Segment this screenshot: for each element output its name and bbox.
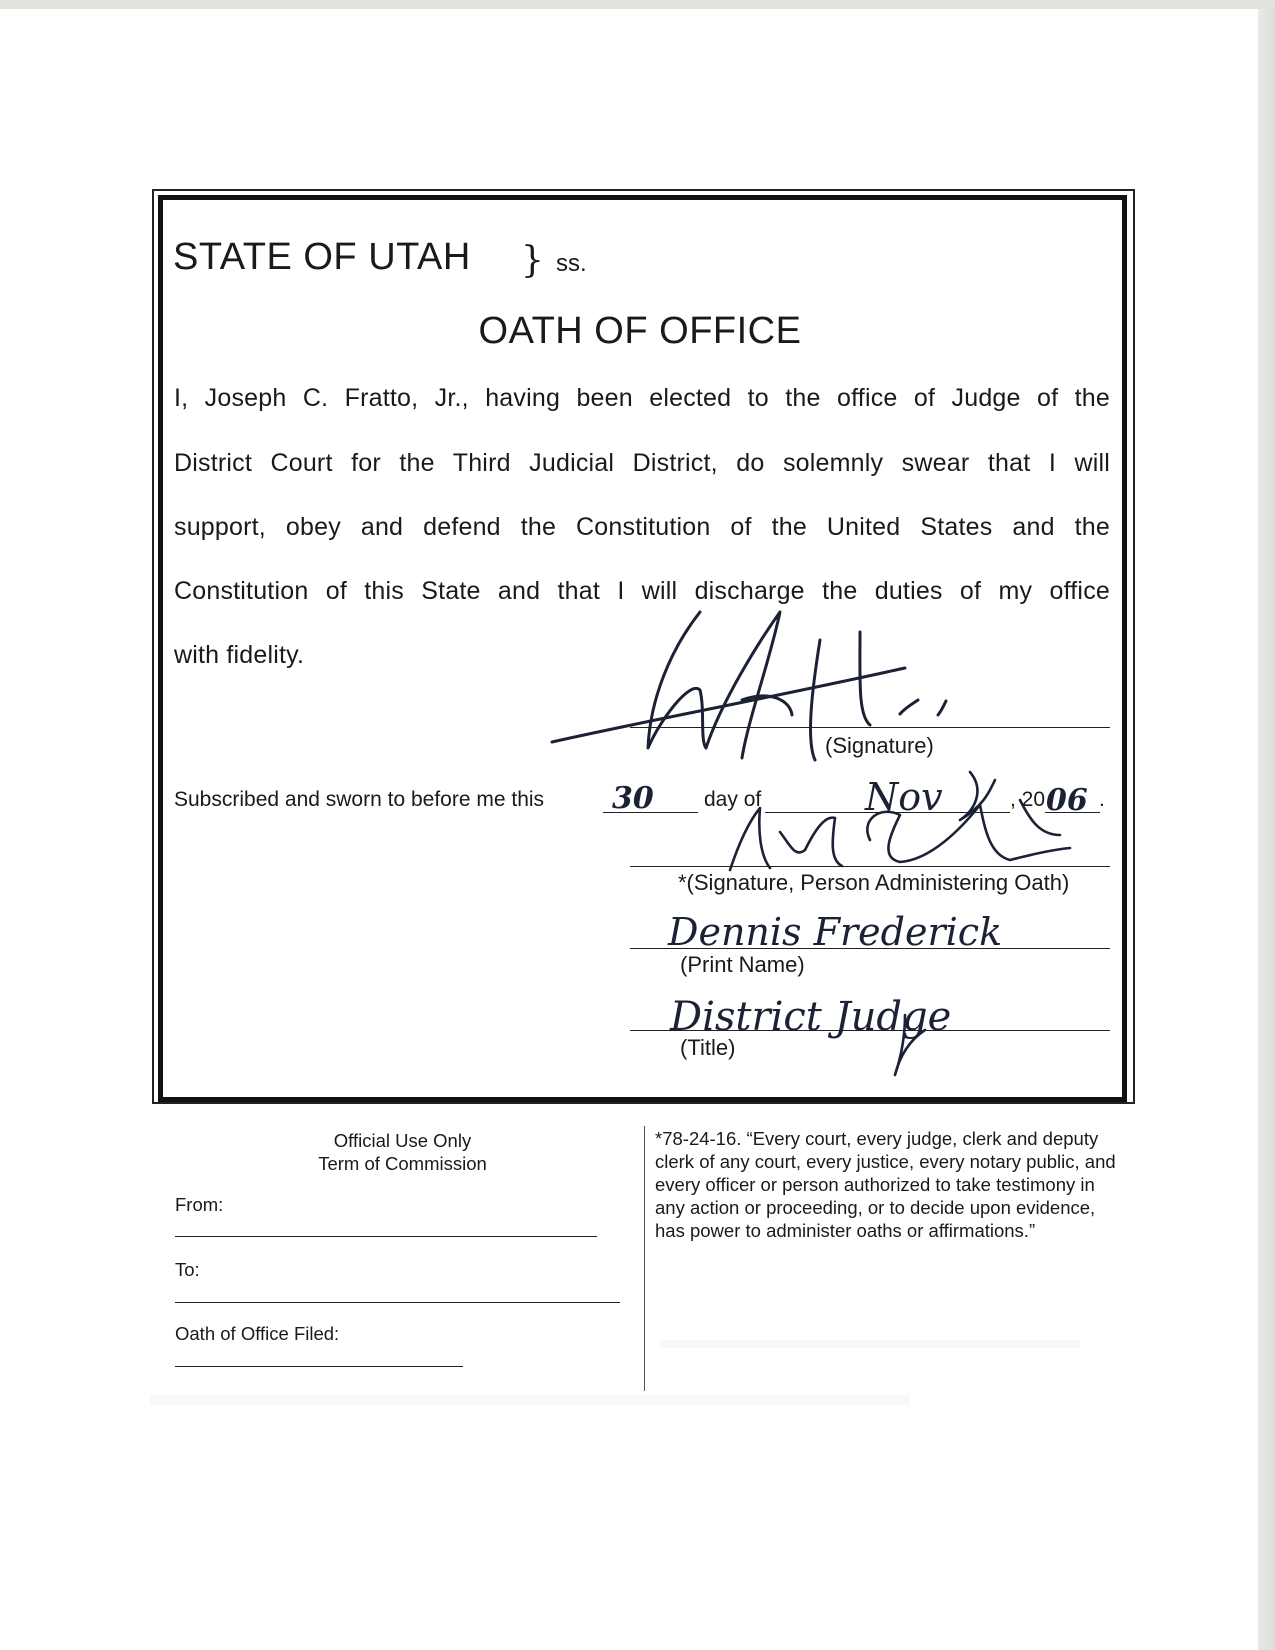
oath-line-3: support, obey and defend the Constitution of the United States and the [174,513,1110,541]
title-label: (Title) [680,1035,736,1060]
oath-filed-line [175,1366,463,1367]
oath-line-4: Constitution of this State and that I will discharge the duties of my office [174,577,1110,605]
subscribed-prefix: Subscribed and sworn to before me this [174,788,545,811]
administrator-signature-label: *(Signature, Person Administering Oath) [678,870,1070,895]
scan-page-edge [1258,0,1275,1650]
from-line [175,1236,597,1237]
official-use-heading: Official Use Only [333,1130,472,1151]
venue-brace: } [521,240,544,281]
day-label: day of [704,788,762,811]
title-handwritten: District Judge [670,994,952,1040]
administrator-signature-line [630,866,1110,867]
bottom-divider [644,1126,645,1391]
state-heading: STATE OF UTAH [173,236,471,278]
oath-line-5: with fidelity. [174,641,305,669]
title-line [630,1030,1110,1031]
day-line [603,812,698,813]
year-suffix: . [1099,788,1105,811]
from-label: From: [175,1194,224,1215]
signature-label: (Signature) [825,733,934,758]
oath-line-1: I, Joseph C. Fratto, Jr., having been elected to the office of Judge of the [174,384,1110,412]
print-name-line [630,948,1110,949]
print-name-handwritten: Dennis Frederick [668,910,1003,954]
to-label: To: [175,1259,200,1280]
scan-top-edge [0,0,1275,9]
day-handwritten: 30 [612,781,654,816]
year-line [1045,812,1100,813]
document-title [0,310,1275,353]
term-of-commission-heading: Term of Commission [318,1153,487,1174]
year-prefix: , 20 [1010,788,1046,811]
print-name-label: (Print Name) [680,952,805,977]
signature-line [630,727,1110,728]
venue-ss: ss. [556,250,587,277]
month-handwritten: Nov [865,775,943,819]
oath-line-2: District Court for the Third Judicial District, do solemnly swear that I will [174,449,1110,477]
oath-filed-label: Oath of Office Filed: [175,1323,340,1344]
month-line [765,812,1010,813]
scan-artifact [150,1395,910,1405]
document-title-text: OATH OF OFFICE [478,310,802,352]
to-line [175,1302,620,1303]
statute-note: *78-24-16. “Every court, every judge, clerk and deputy clerk of any court, every justice, every notary public, and every officer or person authorized to take testimony in any action or proceeding, or to decide upon evidence, has power to administer oaths or affirmations.” [655,1128,1116,1241]
year-handwritten: 06 [1046,783,1088,818]
scan-artifact [660,1340,1080,1348]
